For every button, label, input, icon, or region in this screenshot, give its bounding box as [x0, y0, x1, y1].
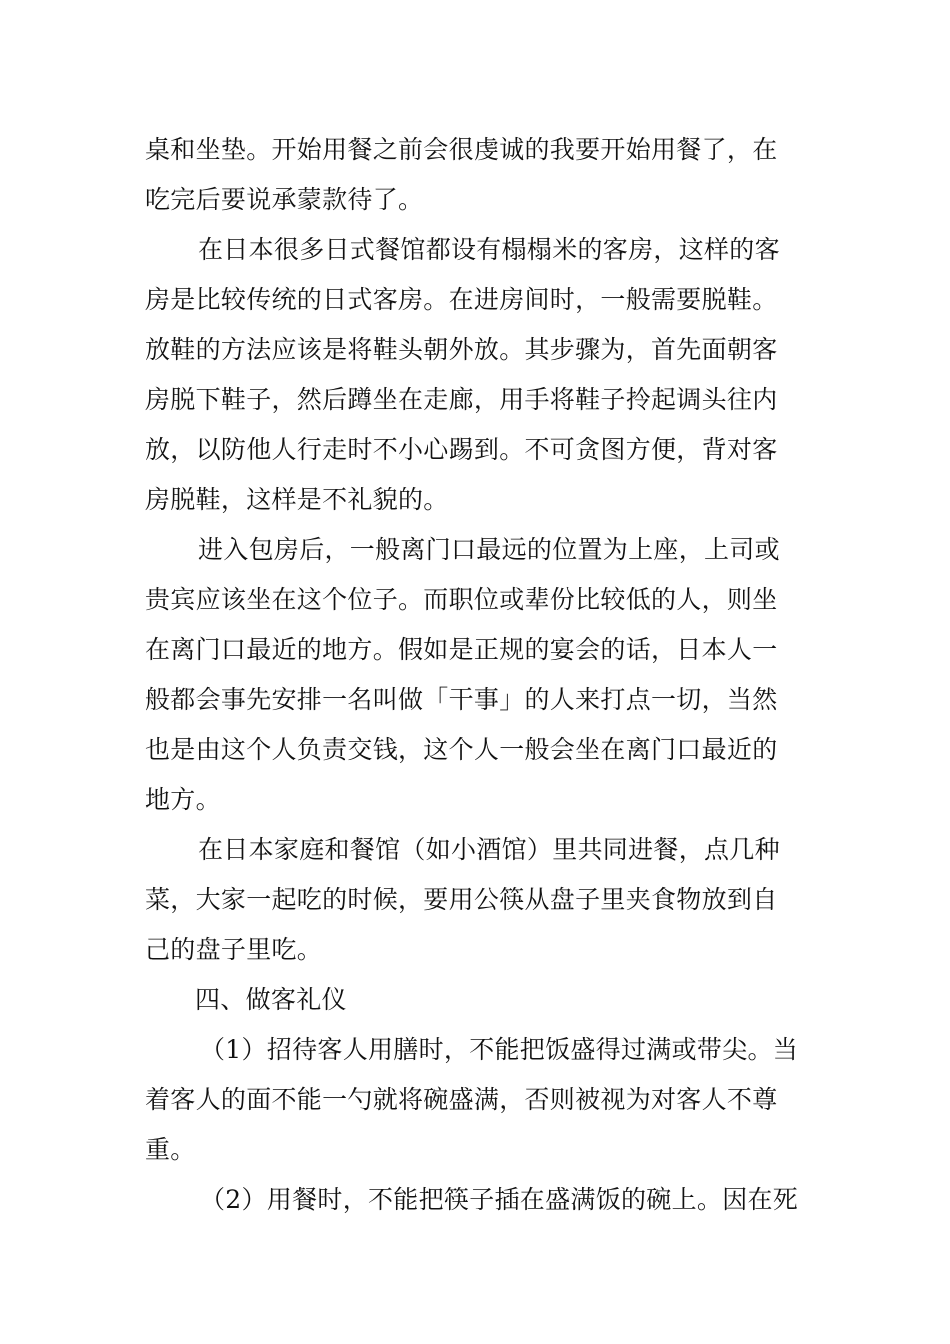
- paragraph-line: 房脱鞋，这样是不礼貌的。: [145, 485, 449, 514]
- paragraph-line: 在日本家庭和餐馆（如小酒馆）里共同进餐，点几种: [198, 835, 780, 864]
- list-item-line: （2）用餐时，不能把筷子插在盛满饭的碗上。因在死: [200, 1185, 799, 1214]
- paragraph-line: 放，以防他人行走时不小心踢到。不可贪图方便，背对客: [145, 435, 778, 464]
- paragraph-line: 地方。: [145, 785, 221, 814]
- list-item-line: （1）招待客人用膳时，不能把饭盛得过满或带尖。当: [200, 1035, 799, 1064]
- paragraph-line: 着客人的面不能一勺就将碗盛满，否则被视为对客人不尊: [145, 1085, 778, 1114]
- paragraph-line: 吃完后要说承蒙款待了。: [145, 185, 424, 214]
- paragraph-line: 也是由这个人负责交钱，这个人一般会坐在离门口最近的: [145, 735, 778, 764]
- section-heading: 四、做客礼仪: [195, 985, 347, 1014]
- paragraph-line: 在离门口最近的地方。假如是正规的宴会的话，日本人一: [145, 635, 778, 664]
- paragraph-line: 贵宾应该坐在这个位子。而职位或辈份比较低的人，则坐: [145, 585, 778, 614]
- paragraph-line: 进入包房后，一般离门口最远的位置为上座，上司或: [198, 535, 780, 564]
- paragraph-line: 桌和坐垫。开始用餐之前会很虔诚的我要开始用餐了，在: [145, 135, 778, 164]
- paragraph-line: 般都会事先安排一名叫做「干事」的人来打点一切，当然: [145, 685, 778, 714]
- paragraph-line: 房是比较传统的日式客房。在进房间时，一般需要脱鞋。: [145, 285, 778, 314]
- paragraph-line: 菜，大家一起吃的时候，要用公筷从盘子里夹食物放到自: [145, 885, 778, 914]
- paragraph-line: 放鞋的方法应该是将鞋头朝外放。其步骤为，首先面朝客: [145, 335, 778, 364]
- paragraph-line: 在日本很多日式餐馆都设有榻榻米的客房，这样的客: [198, 235, 780, 264]
- paragraph-line: 重。: [145, 1135, 196, 1164]
- paragraph-line: 房脱下鞋子，然后蹲坐在走廊，用手将鞋子拎起调头往内: [145, 385, 778, 414]
- paragraph-line: 己的盘子里吃。: [145, 935, 323, 964]
